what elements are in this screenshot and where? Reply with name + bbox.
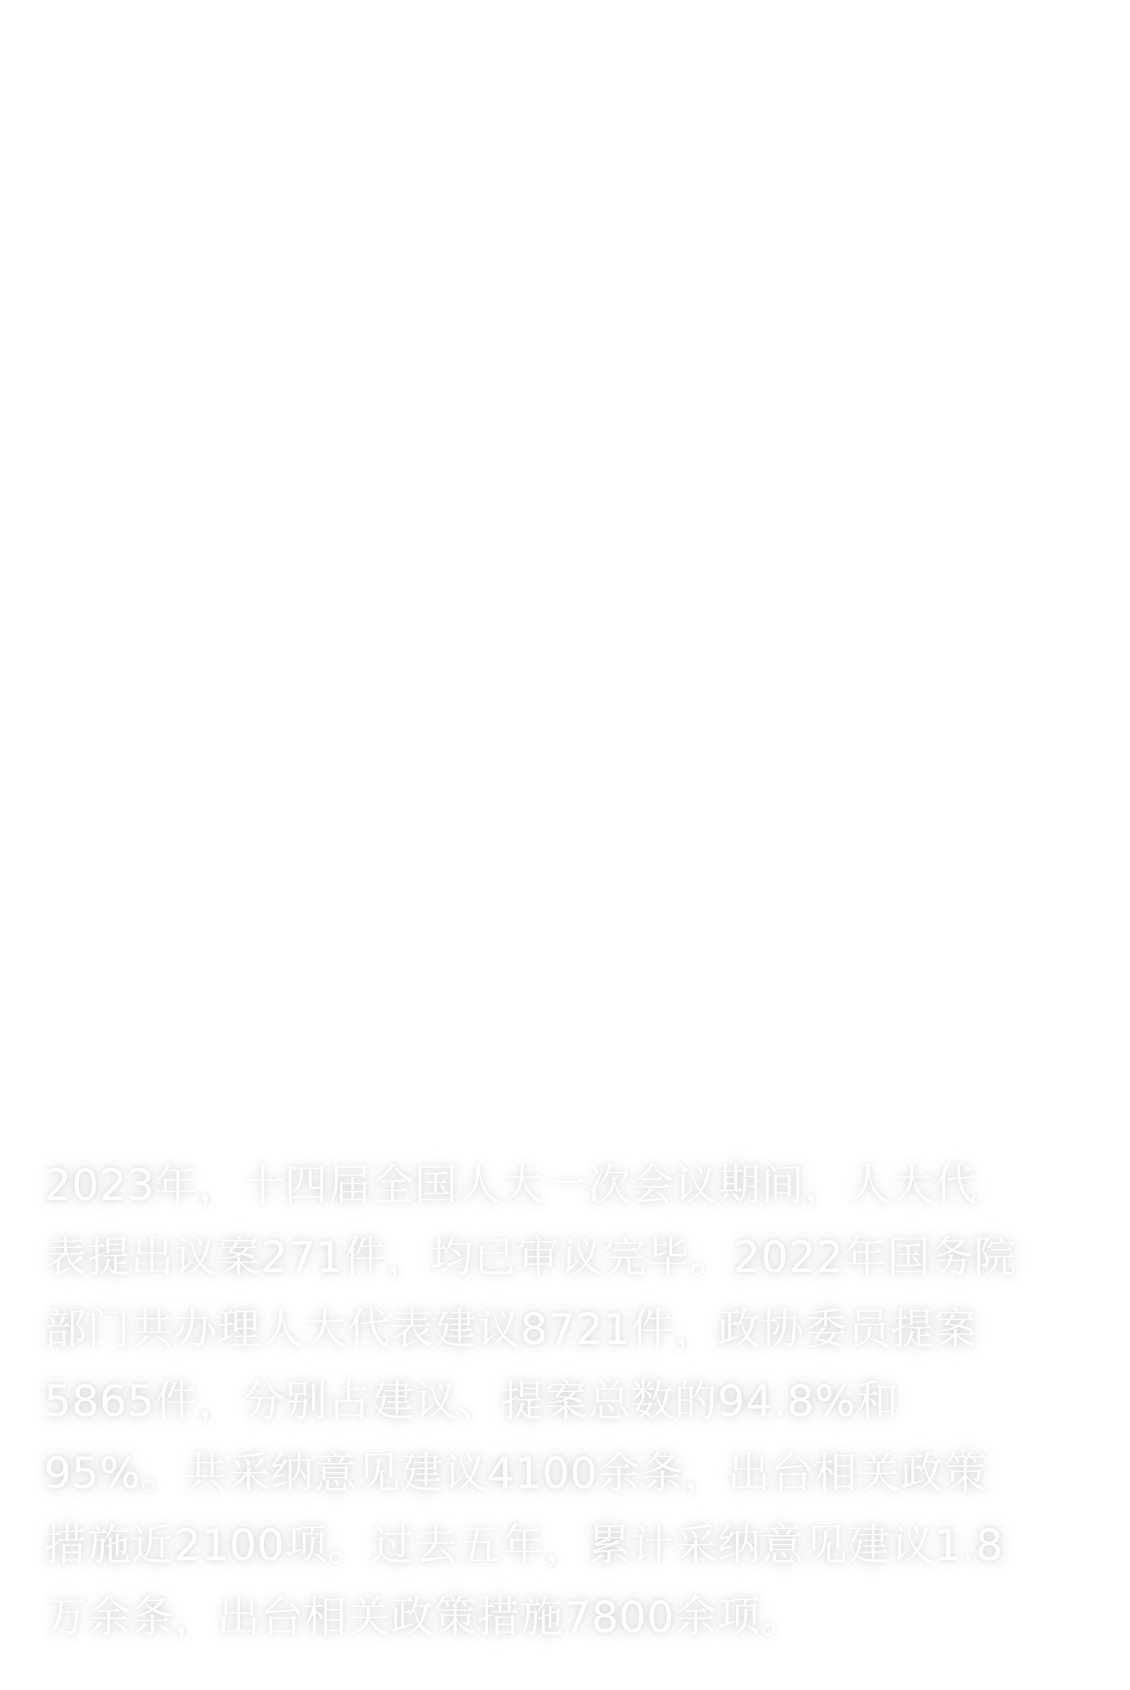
caption-text: 2023年，十四届全国人大一次会议期间，人大代 表提出议案271件，均已审议完毕。2022年国务院 部门共办理人大代表建议8721件，政协委员提案 5865件，分别占建议、提案总数的94.8%和 95%。共采纳意见建议4100余条，出台相关政策 措施近2100项。过去五年，累计采纳意见建议1.8 万余条，出台相关政策措施7800余项。 — [44, 1161, 1018, 1643]
